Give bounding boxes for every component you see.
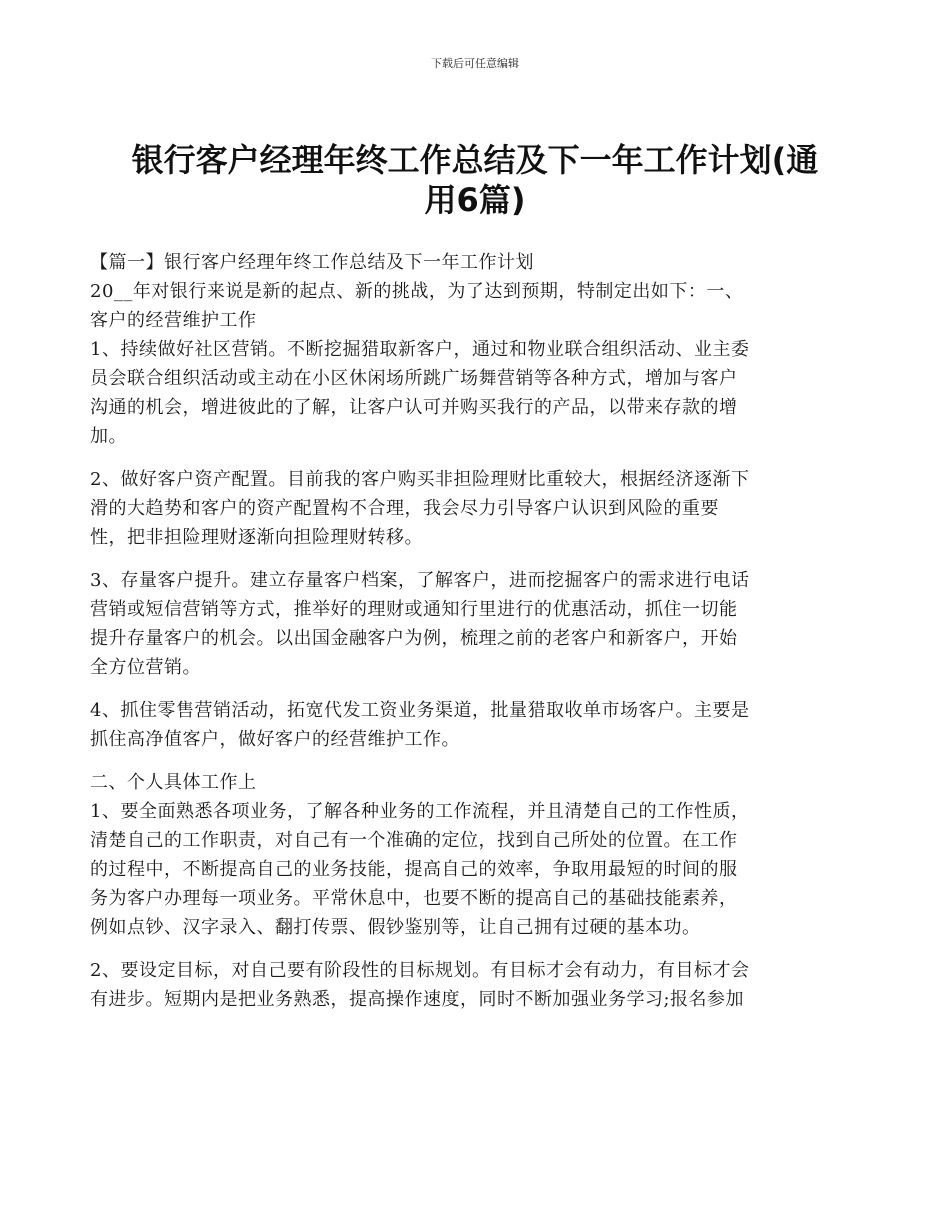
- paragraph-2: [90, 566, 862, 682]
- text-line: 性，把非担险理财逐渐向担险理财转移。: [90, 527, 423, 548]
- document-body: [90, 248, 862, 1014]
- text-line: 【篇一】银行客户经理年终工作总结及下一年工作计划: [90, 252, 534, 273]
- text-line: 全方位营销。: [90, 657, 201, 678]
- title-line-1: 银行客户经理年终工作总结及下一年工作计划(通: [131, 141, 819, 179]
- paragraph-5: [90, 956, 862, 1014]
- text-line: 员会联合组织活动或主动在小区休闲场所跳广场舞营销等各种方式，增加与客户: [90, 368, 738, 389]
- text-line: 二、个人具体工作上: [90, 772, 257, 793]
- text-line: 2、要设定目标，对自己要有阶段性的目标规划。有目标才会有动力，有目标才会: [90, 960, 750, 981]
- paragraph-3: [90, 696, 862, 754]
- text-line: 例如点钞、汉字录入、翻打传票、假钞鉴别等，让自己拥有过硬的基本功。: [90, 917, 701, 938]
- header-note: 下载后可任意编辑: [431, 57, 519, 70]
- text-line: 1、持续做好社区营销。不断挖掘猎取新客户，通过和物业联合组织活动、业主委: [90, 339, 750, 360]
- text-line: 1、要全面熟悉各项业务，了解各种业务的工作流程，并且清楚自己的工作性质，: [90, 801, 750, 822]
- text-line: 4、抓住零售营销活动，拓宽代发工资业务渠道，批量猎取收单市场客户。主要是: [90, 700, 750, 721]
- paragraph-4: [90, 768, 862, 942]
- text-line: 2、做好客户资产配置。目前我的客户购买非担险理财比重较大，根据经济逐渐下: [90, 469, 750, 490]
- text-line: 提升存量客户的机会。以出国金融客户为例，梳理之前的老客户和新客户，开始: [90, 628, 738, 649]
- text-line: 的过程中，不断提高自己的业务技能，提高自己的效率，争取用最短的时间的服: [90, 859, 738, 880]
- paragraph-1: [90, 465, 862, 552]
- text-line: 有进步。短期内是把业务熟悉，提高操作速度，同时不断加强业务学习;报名参加: [90, 989, 745, 1010]
- text-line: 营销或短信营销等方式，推举好的理财或通知行里进行的优惠活动，抓住一切能: [90, 599, 738, 620]
- text-line: 务为客户办理每一项业务。平常休息中，也要不断的提高自己的基础技能素养，: [90, 888, 738, 909]
- document-title: [100, 140, 850, 220]
- text-line: 滑的大趋势和客户的资产配置构不合理，我会尽力引导客户认识到风险的重要: [90, 498, 719, 519]
- text-line: 20__年对银行来说是新的起点、新的挑战，为了达到预期，特制定出如下：一、: [90, 281, 744, 302]
- text-line: 沟通的机会，增进彼此的了解，让客户认可并购买我行的产品，以带来存款的增: [90, 397, 738, 418]
- text-line: 抓住高净值客户，做好客户的经营维护工作。: [90, 729, 460, 750]
- text-line: 客户的经营维护工作: [90, 310, 257, 331]
- text-line: 3、存量客户提升。建立存量客户档案，了解客户，进而挖掘客户的需求进行电话: [90, 570, 750, 591]
- paragraph-0: [90, 248, 862, 451]
- text-line: 清楚自己的工作职责，对自己有一个准确的定位，找到自己所处的位置。在工作: [90, 830, 738, 851]
- text-line: 加。: [90, 426, 127, 447]
- title-line-2: 用6篇): [424, 181, 526, 219]
